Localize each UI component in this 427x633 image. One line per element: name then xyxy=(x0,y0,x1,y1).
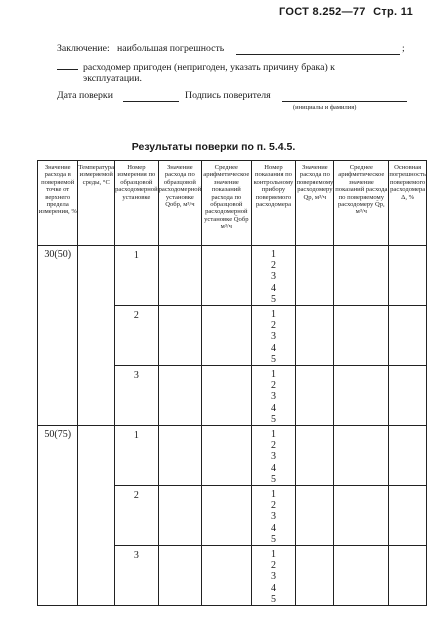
reading-number: 2 xyxy=(270,260,276,272)
error-blank-line[interactable] xyxy=(236,54,400,55)
reading-numbers-cell xyxy=(251,546,296,606)
meter-flow-cell[interactable] xyxy=(296,246,334,306)
signature-label: Подпись поверителя xyxy=(185,90,271,101)
reference-flow-cell[interactable] xyxy=(158,306,202,366)
reading-number: 5 xyxy=(270,413,276,425)
meter-mean-cell[interactable] xyxy=(334,306,389,366)
point-value-cell: 50(75) xyxy=(38,426,78,606)
temperature-cell[interactable] xyxy=(78,246,115,426)
reading-number: 4 xyxy=(270,462,276,474)
reading-numbers-cell xyxy=(251,246,296,306)
gost-number: ГОСТ 8.252—77 xyxy=(278,6,366,18)
reading-number: 3 xyxy=(270,271,276,283)
meter-flow-cell[interactable] xyxy=(296,366,334,426)
error-cell[interactable] xyxy=(389,246,427,306)
signature-blank-line[interactable] xyxy=(282,101,407,102)
meter-flow-cell[interactable] xyxy=(296,306,334,366)
reading-number: 4 xyxy=(270,522,276,534)
reading-number: 3 xyxy=(270,511,276,523)
measurement-number-cell: 3 xyxy=(115,366,159,426)
reference-mean-cell[interactable] xyxy=(202,366,251,426)
reference-flow-cell[interactable] xyxy=(158,246,202,306)
reading-number: 3 xyxy=(270,331,276,343)
reading-number: 3 xyxy=(270,451,276,463)
reading-number: 5 xyxy=(270,533,276,545)
reading-number: 1 xyxy=(270,429,276,441)
reading-number: 1 xyxy=(270,489,276,501)
results-table xyxy=(37,160,427,606)
short-blank-line[interactable] xyxy=(57,69,78,70)
meter-mean-cell[interactable] xyxy=(334,546,389,606)
reading-number: 4 xyxy=(270,342,276,354)
error-cell[interactable] xyxy=(389,426,427,486)
reading-number: 5 xyxy=(270,293,276,305)
page-number: Стр. 11 xyxy=(373,6,413,18)
measurement-number-cell: 2 xyxy=(115,486,159,546)
measurement-number-cell: 1 xyxy=(115,246,159,306)
reference-mean-cell[interactable] xyxy=(202,306,251,366)
reading-number: 5 xyxy=(270,473,276,485)
reading-number: 5 xyxy=(270,593,276,605)
table-row xyxy=(38,246,427,306)
column-header: Температура измеряемой среды, °С xyxy=(78,161,115,246)
conclusion-label: Заключение: xyxy=(57,43,110,54)
table-row xyxy=(38,426,427,486)
table-title: Результаты поверки по п. 5.4.5. xyxy=(131,141,296,153)
reading-number: 3 xyxy=(270,571,276,583)
temperature-cell[interactable] xyxy=(78,426,115,606)
reading-number: 2 xyxy=(270,560,276,572)
error-cell[interactable] xyxy=(389,366,427,426)
meter-flow-cell[interactable] xyxy=(296,486,334,546)
meter-mean-cell[interactable] xyxy=(334,486,389,546)
meter-flow-cell[interactable] xyxy=(296,426,334,486)
measurement-number-cell: 1 xyxy=(115,426,159,486)
reference-flow-cell[interactable] xyxy=(158,426,202,486)
conclusion-text-2: расходомер пригоден (непригоден, указать причину брака) к xyxy=(83,62,335,73)
semicolon: ; xyxy=(402,43,405,54)
conclusion-text-1: наибольшая погрешность xyxy=(117,43,225,54)
reading-number: 3 xyxy=(270,391,276,403)
reading-numbers-cell xyxy=(251,366,296,426)
reading-number: 2 xyxy=(270,380,276,392)
page-header xyxy=(275,6,413,18)
column-header: Значение расхода по поверяемому расходомеру Qр, м³/ч xyxy=(296,161,334,246)
column-header: Номер измерения по образцовой расходомерной установке xyxy=(115,161,159,246)
column-header: Среднее арифметическое значение показаний расхода по поверяемому расходомеру Q̄р, м³/ч xyxy=(334,161,389,246)
meter-flow-cell[interactable] xyxy=(296,546,334,606)
reading-number: 1 xyxy=(270,249,276,260)
reference-mean-cell[interactable] xyxy=(202,546,251,606)
column-header: Номер показания по контрольному прибору поверяемого расходомера xyxy=(251,161,296,246)
reading-number: 4 xyxy=(270,582,276,594)
column-header: Значение расхода по образцовой расходомерной установке Qобр, м³/ч xyxy=(158,161,202,246)
reading-number: 2 xyxy=(270,320,276,332)
reference-flow-cell[interactable] xyxy=(158,546,202,606)
measurement-number-cell: 3 xyxy=(115,546,159,606)
reading-number: 4 xyxy=(270,282,276,294)
reference-mean-cell[interactable] xyxy=(202,426,251,486)
meter-mean-cell[interactable] xyxy=(334,246,389,306)
measurement-number-cell: 2 xyxy=(115,306,159,366)
signature-hint: (инициалы и фамилия) xyxy=(293,104,357,111)
reading-numbers-cell xyxy=(251,306,296,366)
point-value-cell: 30(50) xyxy=(38,246,78,426)
reading-number: 2 xyxy=(270,440,276,452)
column-header: Среднее арифметическое значение показаний расхода по образцовой расходомерной установке Q̄обр м³/ч xyxy=(202,161,251,246)
conclusion-text-3: эксплуатации. xyxy=(83,73,142,84)
reading-number: 1 xyxy=(270,309,276,321)
error-cell[interactable] xyxy=(389,546,427,606)
error-cell[interactable] xyxy=(389,306,427,366)
date-label: Дата поверки xyxy=(57,90,113,101)
error-cell[interactable] xyxy=(389,486,427,546)
reading-number: 1 xyxy=(270,369,276,381)
reference-flow-cell[interactable] xyxy=(158,486,202,546)
reading-number: 2 xyxy=(270,500,276,512)
reading-numbers-cell xyxy=(251,426,296,486)
date-blank-line[interactable] xyxy=(123,101,179,102)
meter-mean-cell[interactable] xyxy=(334,366,389,426)
column-header: Значение расхода в поверяемой точке от верхнего предела измерения, % xyxy=(38,161,78,246)
reading-number: 1 xyxy=(270,549,276,561)
reading-number: 4 xyxy=(270,402,276,414)
reference-flow-cell[interactable] xyxy=(158,366,202,426)
reference-mean-cell[interactable] xyxy=(202,486,251,546)
reference-mean-cell[interactable] xyxy=(202,246,251,306)
reading-numbers-cell xyxy=(251,486,296,546)
reading-number: 5 xyxy=(270,353,276,365)
column-header: Основная погрешность поверяемого расходомера Δ, % xyxy=(389,161,427,246)
meter-mean-cell[interactable] xyxy=(334,426,389,486)
